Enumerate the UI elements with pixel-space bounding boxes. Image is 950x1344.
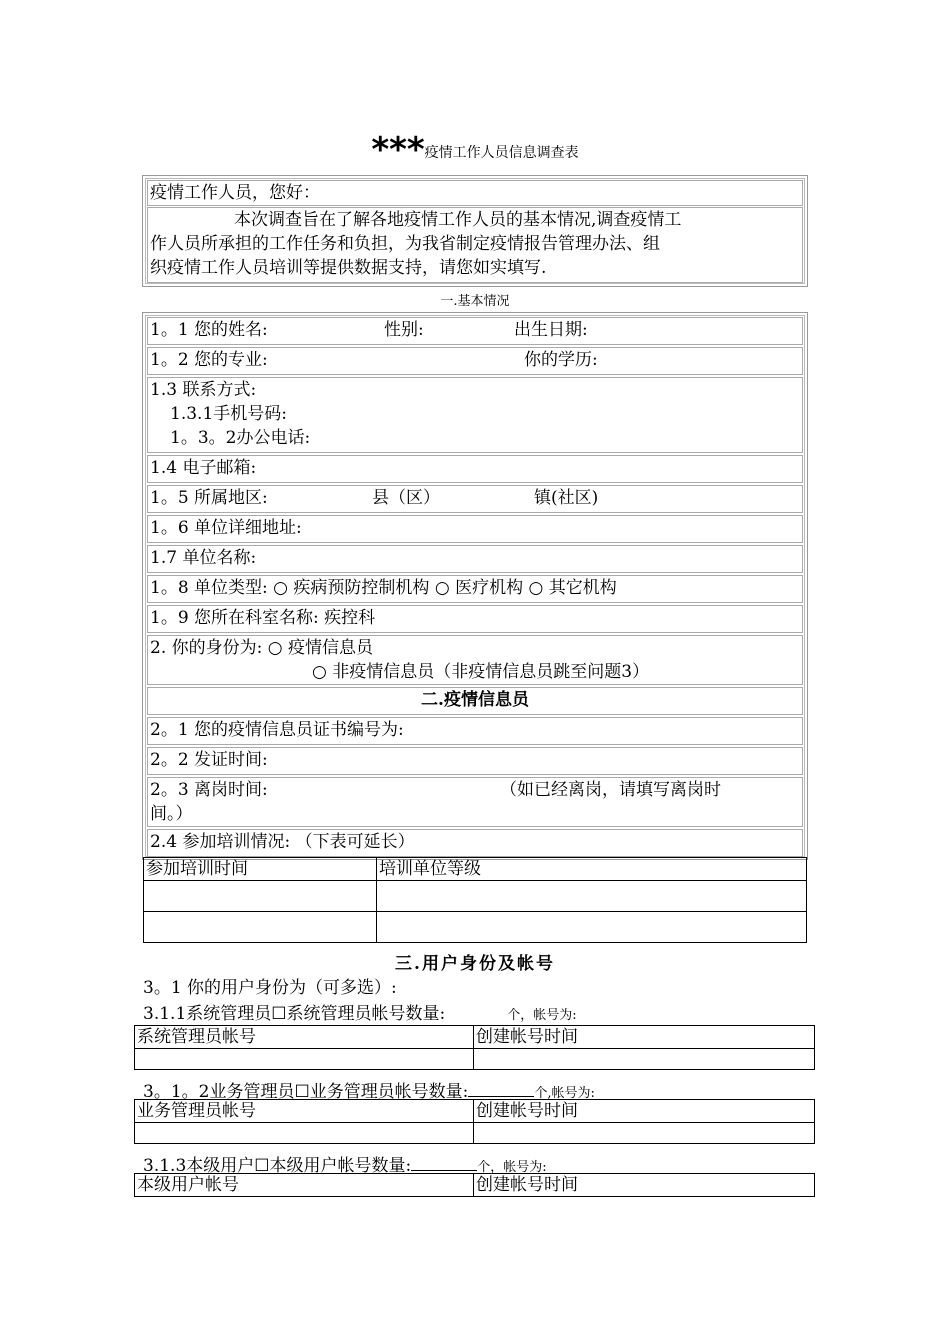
basic-info-box <box>142 312 808 860</box>
table-row <box>135 1026 815 1049</box>
row-1-1 <box>147 317 803 345</box>
table-row <box>135 1123 815 1144</box>
title-text: 疫情工作人员信息调查表 <box>424 145 579 161</box>
sysadmin-account-header: 系统管理员帐号 <box>135 1026 474 1049</box>
row-2-1 <box>147 717 803 745</box>
training-unit-cell[interactable] <box>377 912 807 943</box>
table-row <box>144 858 807 881</box>
row-2-3 <box>147 777 803 827</box>
localuser-count-label: 3.1.3本级用户☐本级用户帐号数量: <box>143 1156 412 1176</box>
unit-name-label: 1.7 单位名称: <box>150 548 257 568</box>
title-stars: *** <box>371 130 425 170</box>
training-table <box>143 857 807 943</box>
option-medical: 医疗机构 <box>455 578 524 598</box>
unit-type-label: 1。8 单位类型: <box>150 578 268 598</box>
bizadmin-suffix: 个,帐号为: <box>534 1086 595 1101</box>
row-1-7 <box>147 545 803 573</box>
training-time-cell[interactable] <box>144 881 377 912</box>
option-info-officer: 疫情信息员 <box>288 638 374 658</box>
row-2-4 <box>147 829 803 857</box>
education-label: 你的学历: <box>524 350 598 370</box>
birth-label: 出生日期: <box>514 320 588 340</box>
sysadmin-created-header: 创建帐号时间 <box>474 1026 815 1049</box>
user-identity-label: 3。1 你的用户身份为（可多选）: <box>143 978 397 998</box>
localuser-account-header: 本级用户帐号 <box>135 1174 474 1197</box>
row-1-4 <box>147 455 803 483</box>
table-row <box>135 1174 815 1197</box>
table-row <box>144 881 807 912</box>
sysadmin-account-cell[interactable] <box>135 1049 474 1070</box>
row-2-2 <box>147 747 803 775</box>
document-title <box>0 130 950 170</box>
bizadmin-created-header: 创建帐号时间 <box>474 1100 815 1123</box>
option-non-info-officer: 非疫情信息员（非疫情信息员跳至问题3） <box>332 662 650 682</box>
mobile-label: 1.3.1手机号码: <box>170 404 287 424</box>
row-1-2 <box>147 347 803 375</box>
training-time-header: 参加培训时间 <box>144 858 377 881</box>
radio-info-officer[interactable]: ○ <box>267 638 283 658</box>
greeting: 疫情工作人员，您好： <box>150 183 320 203</box>
table-row <box>144 912 807 943</box>
radio-medical[interactable]: ○ <box>434 578 450 598</box>
training-label: 2.4 参加培训情况: （下表可延长） <box>150 832 415 852</box>
localuser-count-field[interactable] <box>411 1150 477 1171</box>
department-label: 1。9 您所在科室名称: 疾控科 <box>150 608 376 628</box>
radio-non-info-officer[interactable]: ○ <box>312 662 327 682</box>
row-2 <box>147 635 803 685</box>
sysadmin-suffix: 个，帐号为: <box>507 1008 577 1023</box>
leave-date-label: 2。3 离岗时间: <box>150 780 268 800</box>
localuser-suffix: 个，帐号为: <box>477 1160 547 1175</box>
bizadmin-count-label: 3。1。2业务管理员☐业务管理员帐号数量: <box>143 1082 469 1102</box>
intro-row <box>147 207 803 283</box>
section3-heading: 三.用户身份及帐号 <box>395 954 555 974</box>
county-label: 县（区） <box>372 488 440 508</box>
row-1-3 <box>147 377 803 453</box>
bizadmin-table <box>134 1099 815 1144</box>
row-1-6 <box>147 515 803 543</box>
radio-cdc[interactable]: ○ <box>273 578 289 598</box>
major-label: 1。2 您的专业: <box>150 350 268 370</box>
row-1-8 <box>147 575 803 603</box>
table-row <box>135 1049 815 1070</box>
issue-date-label: 2。2 发证时间: <box>150 750 268 770</box>
localuser-created-header: 创建帐号时间 <box>474 1174 815 1197</box>
region-label: 1。5 所属地区: <box>150 488 268 508</box>
training-unit-cell[interactable] <box>377 881 807 912</box>
localuser-table <box>134 1173 815 1197</box>
office-phone-label: 1。3。2办公电话: <box>170 428 311 448</box>
option-cdc: 疾病预防控制机构 <box>293 578 430 598</box>
bizadmin-account-header: 业务管理员帐号 <box>135 1100 474 1123</box>
email-label: 1.4 电子邮箱: <box>150 458 257 478</box>
address-label: 1。6 单位详细地址: <box>150 518 302 538</box>
gender-label: 性别: <box>384 320 424 340</box>
name-label: 1。1 您的姓名: <box>150 320 268 340</box>
training-unit-header: 培训单位等级 <box>377 858 807 881</box>
row-1-5 <box>147 485 803 513</box>
bizadmin-account-cell[interactable] <box>135 1123 474 1144</box>
identity-label: 2. 你的身份为: <box>150 638 263 658</box>
table-row <box>135 1100 815 1123</box>
town-label: 镇(社区) <box>534 488 599 508</box>
section1-heading: 一.基本情况 <box>440 294 510 309</box>
row-1-9 <box>147 605 803 633</box>
bizadmin-created-cell[interactable] <box>474 1123 815 1144</box>
sysadmin-count-label: 3.1.1系统管理员☐系统管理员帐号数量: <box>143 1004 446 1024</box>
bizadmin-count-field[interactable] <box>468 1076 534 1097</box>
leave-note-cont: 间。） <box>150 804 193 824</box>
option-other: 其它机构 <box>548 578 617 598</box>
certificate-label: 2。1 您的疫情信息员证书编号为: <box>150 720 404 740</box>
intro-line-2: 作人员所承担的工作任务和负担，为我省制定疫情报告管理办法、组 <box>150 234 660 254</box>
intro-box <box>142 175 808 287</box>
radio-other[interactable]: ○ <box>528 578 544 598</box>
training-time-cell[interactable] <box>144 912 377 943</box>
greeting-row <box>147 180 803 206</box>
intro-line-1: 本次调查旨在了解各地疫情工作人员的基本情况,调查疫情工 <box>234 210 682 230</box>
leave-note: （如已经离岗，请填写离岗时 <box>500 780 721 800</box>
contact-label: 1.3 联系方式: <box>150 380 257 400</box>
section2-heading: 二.疫情信息员 <box>147 687 803 715</box>
sysadmin-created-cell[interactable] <box>474 1049 815 1070</box>
intro-line-3: 织疫情工作人员培训等提供数据支持，请您如实填写. <box>150 258 547 278</box>
sysadmin-table <box>134 1025 815 1070</box>
